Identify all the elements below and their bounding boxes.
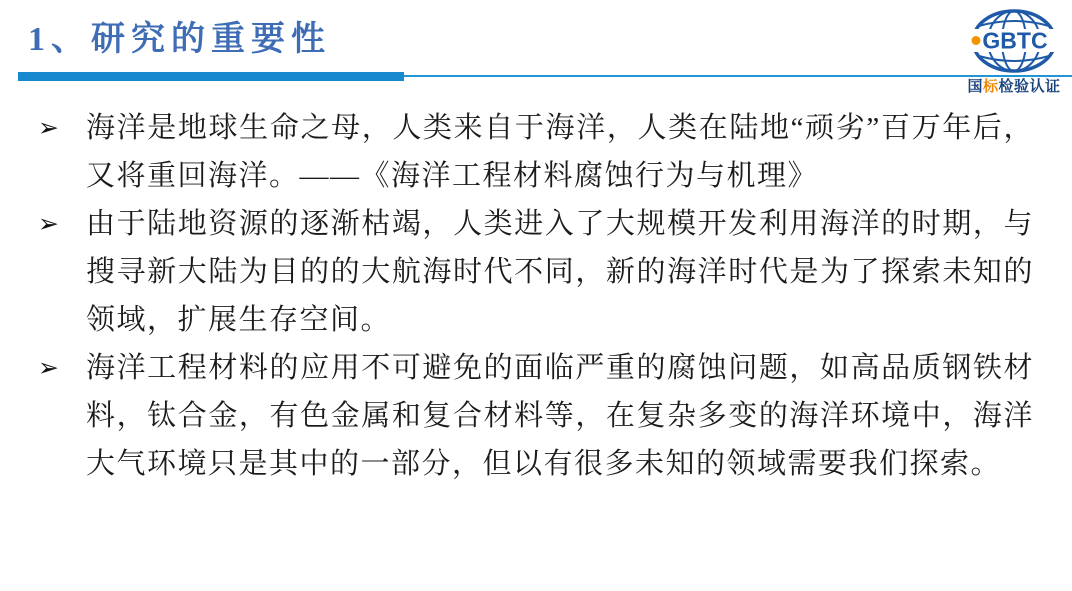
bullet-text: 海洋工程材料的应用不可避免的面临严重的腐蚀问题，如高品质钢铁材料，钛合金，有色金属和复合材料等，在复杂多变的海洋环境中，海洋大气环境只是其中的一部分，但以有很多未知的领域需要我们探索。 bbox=[86, 352, 1034, 480]
list-item bbox=[38, 344, 1034, 488]
arrow-bullet-icon: ➢ bbox=[38, 353, 59, 382]
bullet-text: 由于陆地资源的逐渐枯竭，人类进入了大规模开发利用海洋的时期，与搜寻新大陆为目的的大航海时代不同，新的海洋时代是为了探索未知的领域，扩展生存空间。 bbox=[86, 208, 1034, 336]
arrow-bullet-icon: ➢ bbox=[38, 209, 59, 238]
page-title: 1、研究的重要性 bbox=[28, 21, 331, 58]
logo-acronym: GBTC bbox=[982, 27, 1048, 54]
logo-caption-prefix: 国 bbox=[967, 78, 983, 95]
logo-caption bbox=[962, 75, 1066, 96]
list-item bbox=[38, 200, 1034, 344]
title-underline-thick bbox=[18, 72, 404, 81]
arrow-bullet-icon: ➢ bbox=[38, 113, 59, 142]
gbtc-logo bbox=[962, 8, 1066, 96]
logo-caption-suffix: 检验认证 bbox=[998, 78, 1061, 95]
bullet-list bbox=[38, 104, 1034, 488]
logo-caption-highlight: 标 bbox=[982, 78, 999, 95]
bullet-text: 海洋是地球生命之母，人类来自于海洋，人类在陆地“顽劣”百万年后，又将重回海洋。——《海洋工程材料腐蚀行为与机理》 bbox=[86, 112, 1034, 192]
globe-icon bbox=[968, 8, 1060, 74]
list-item bbox=[38, 104, 1034, 200]
